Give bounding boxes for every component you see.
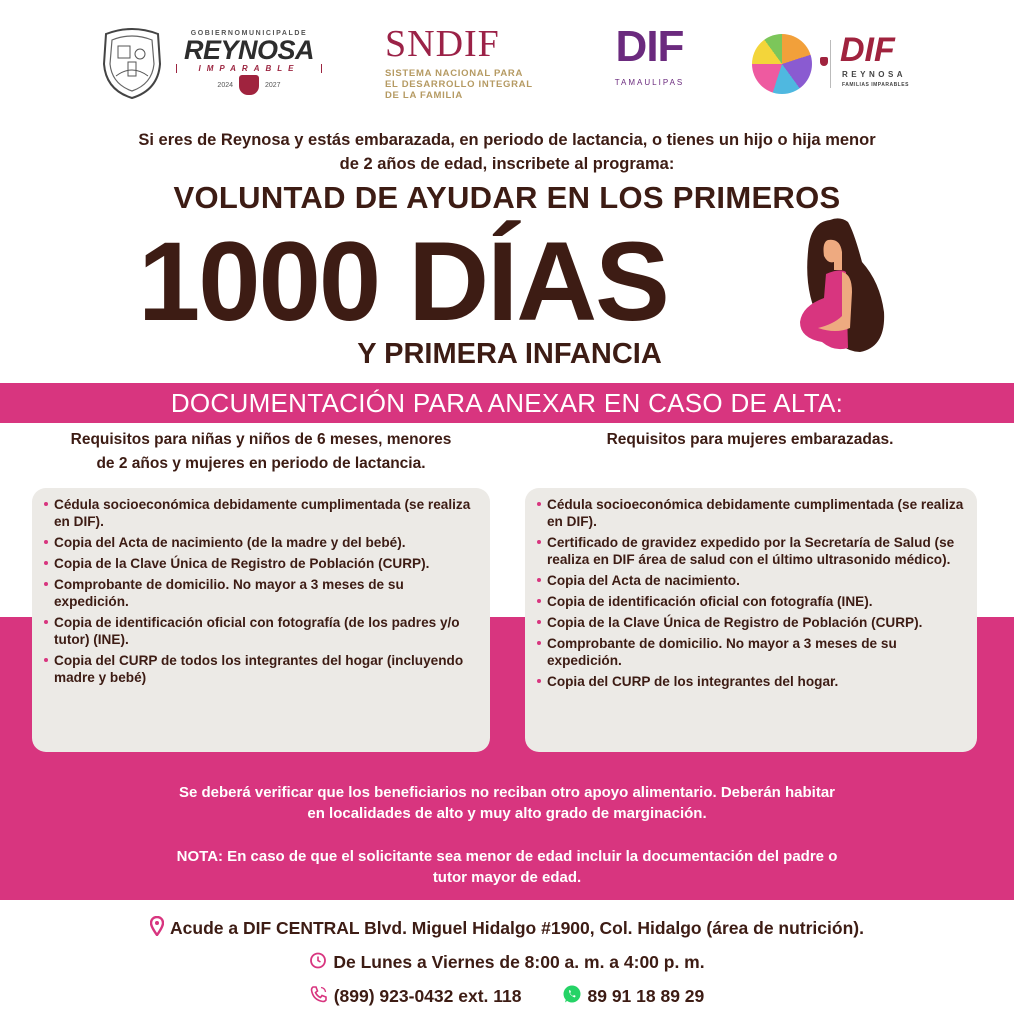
bullet-icon: [537, 679, 541, 683]
bullet-icon: [537, 502, 541, 506]
requirements-left-heading-line-1: Requisitos para niñas y niños de 6 meses, menores: [70, 431, 452, 448]
sndif-name: SNDIF: [385, 23, 500, 65]
pregnant-woman-icon: [790, 212, 890, 362]
shield-badge-icon: [820, 57, 828, 66]
list-item: [44, 614, 480, 648]
dif-tamaulipas-logo: [602, 22, 697, 87]
bullet-icon: [44, 540, 48, 544]
list-item: [537, 614, 967, 631]
program-title-big: 1000 DÍAS: [138, 219, 668, 344]
list-item: [44, 652, 480, 686]
list-item-text: Cédula socioeconómica debidamente cumplimentada (se realiza en DIF).: [54, 497, 471, 529]
sndif-subtitle: [385, 68, 565, 101]
whatsapp-text[interactable]: 89 91 18 89 29: [587, 986, 705, 1006]
list-item: [537, 673, 967, 690]
list-item: [44, 496, 480, 530]
list-item: [537, 593, 967, 610]
reynosa-crest-logo: [98, 24, 166, 100]
requirements-left-card: [32, 488, 490, 752]
list-item-text: Cédula socioeconómica debidamente cumplimentada (se realiza en DIF).: [547, 497, 964, 529]
verification-note-line-2: en localidades de alto y muy alto grado de marginación.: [307, 805, 707, 822]
list-item-text: Comprobante de domicilio. No mayor a 3 meses de su expedición.: [547, 636, 897, 668]
bullet-icon: [44, 582, 48, 586]
list-item: [537, 496, 967, 530]
bullet-icon: [537, 620, 541, 624]
requirements-right-list: [537, 496, 967, 690]
list-item: [537, 572, 967, 589]
list-item: [537, 635, 967, 669]
reynosa-tagline: IMPARABLE: [176, 64, 322, 73]
requirements-left-list: [44, 496, 480, 686]
location-pin-icon: [150, 916, 164, 942]
bullet-icon: [44, 658, 48, 662]
list-item-text: Copia de la Clave Única de Registro de Población (CURP).: [54, 556, 430, 571]
list-item: [44, 555, 480, 572]
verification-note-line-1: Se deberá verificar que los beneficiarios no reciban otro apoyo alimentario. Deberán habitar: [178, 784, 836, 801]
bullet-icon: [537, 599, 541, 603]
requirements-right-card: [525, 488, 977, 752]
list-item-text: Copia del CURP de los integrantes del hogar.: [547, 674, 839, 689]
list-item-text: Copia de identificación oficial con fotografía (de los padres y/o tutor) (INE).: [54, 615, 460, 647]
families-circle-icon: [752, 34, 812, 94]
hours-text: De Lunes a Viernes de 8:00 a. m. a 4:00 p. m.: [333, 952, 705, 972]
list-item-text: Certificado de gravidez expedido por la Secretaría de Salud (se realiza en DIF área de salud con el último ultrasonido médico).: [547, 535, 955, 567]
address-line: [0, 916, 1014, 942]
dif-reynosa-subtitle: REYNOSA: [842, 70, 907, 79]
minor-applicant-note-line-1: NOTA: En caso de que el solicitante sea menor de edad incluir la documentación del padre o: [176, 848, 838, 865]
minor-applicant-note-line-2: tutor mayor de edad.: [432, 869, 582, 886]
address-text: Acude a DIF CENTRAL Blvd. Miguel Hidalgo #1900, Col. Hidalgo (área de nutrición).: [170, 918, 864, 938]
list-item-text: Comprobante de domicilio. No mayor a 3 meses de su expedición.: [54, 577, 404, 609]
list-item-text: Copia de identificación oficial con fotografía (INE).: [547, 594, 873, 609]
logo-divider: [830, 40, 831, 88]
sndif-subtitle-line: SISTEMA NACIONAL PARA: [385, 68, 524, 79]
bullet-icon: [537, 540, 541, 544]
year-end: 2027: [265, 81, 281, 89]
bullet-icon: [537, 578, 541, 582]
documentation-heading: DOCUMENTACIÓN PARA ANEXAR EN CASO DE ALTA:: [0, 383, 1014, 423]
reynosa-name: REYNOSA: [183, 35, 315, 65]
bullet-icon: [537, 641, 541, 645]
hours-line: [0, 950, 1014, 975]
bullet-icon: [44, 620, 48, 624]
year-start: 2024: [217, 81, 233, 89]
bullet-icon: [44, 502, 48, 506]
whatsapp-icon: [562, 984, 582, 1010]
list-item: [44, 576, 480, 610]
sndif-subtitle-line: EL DESARROLLO INTEGRAL: [385, 79, 533, 90]
sndif-logo: [385, 24, 565, 101]
phone-icon: [310, 985, 328, 1009]
clock-icon: [309, 951, 327, 975]
bullet-icon: [44, 561, 48, 565]
list-item-text: Copia de la Clave Única de Registro de Población (CURP).: [547, 615, 923, 630]
list-item-text: Copia del Acta de nacimiento.: [547, 573, 740, 588]
logo-bar: [0, 18, 1014, 113]
intro-text: [0, 128, 1014, 176]
list-item: [44, 534, 480, 551]
requirements-right-heading: Requisitos para mujeres embarazadas.: [606, 431, 894, 448]
list-item-text: Copia del CURP de todos los integrantes del hogar (incluyendo madre y bebé): [54, 653, 464, 685]
eagle-shield-icon: [239, 75, 259, 95]
requirements-left-heading-line-2: de 2 años y mujeres en periodo de lactancia.: [96, 455, 426, 472]
list-item: [537, 534, 967, 568]
dif-reynosa-logo: [752, 30, 922, 100]
sndif-subtitle-line: DE LA FAMILIA: [385, 90, 463, 101]
dif-reynosa-tagline: FAMILIAS IMPARABLES: [842, 82, 909, 88]
requirements-left-heading: [22, 428, 500, 476]
reynosa-top-text: GOBIERNOMUNICIPALDE: [190, 30, 308, 37]
dif-reynosa-name: DIF: [840, 31, 895, 69]
reynosa-years: [170, 75, 328, 95]
intro-line-1: Si eres de Reynosa y estás embarazada, en periodo de lactancia, o tienes un hijo o hija menor: [138, 131, 876, 149]
intro-line-2: de 2 años de edad, inscribete al programa:: [339, 155, 675, 173]
verification-note: [0, 782, 1014, 824]
dif-tamaulipas-subtitle: TAMAULIPAS: [614, 78, 685, 87]
program-title-top: VOLUNTAD DE AYUDAR EN LOS PRIMEROS: [173, 180, 841, 215]
minor-applicant-note: [0, 846, 1014, 888]
phone-line: [0, 984, 1014, 1010]
dif-tamaulipas-name: DIF: [615, 22, 684, 71]
phone-text[interactable]: (899) 923-0432 ext. 118: [333, 986, 522, 1006]
reynosa-logo: [170, 30, 328, 102]
program-title-bottom: Y PRIMERA INFANCIA: [357, 338, 662, 370]
list-item-text: Copia del Acta de nacimiento (de la madre y del bebé).: [54, 535, 406, 550]
